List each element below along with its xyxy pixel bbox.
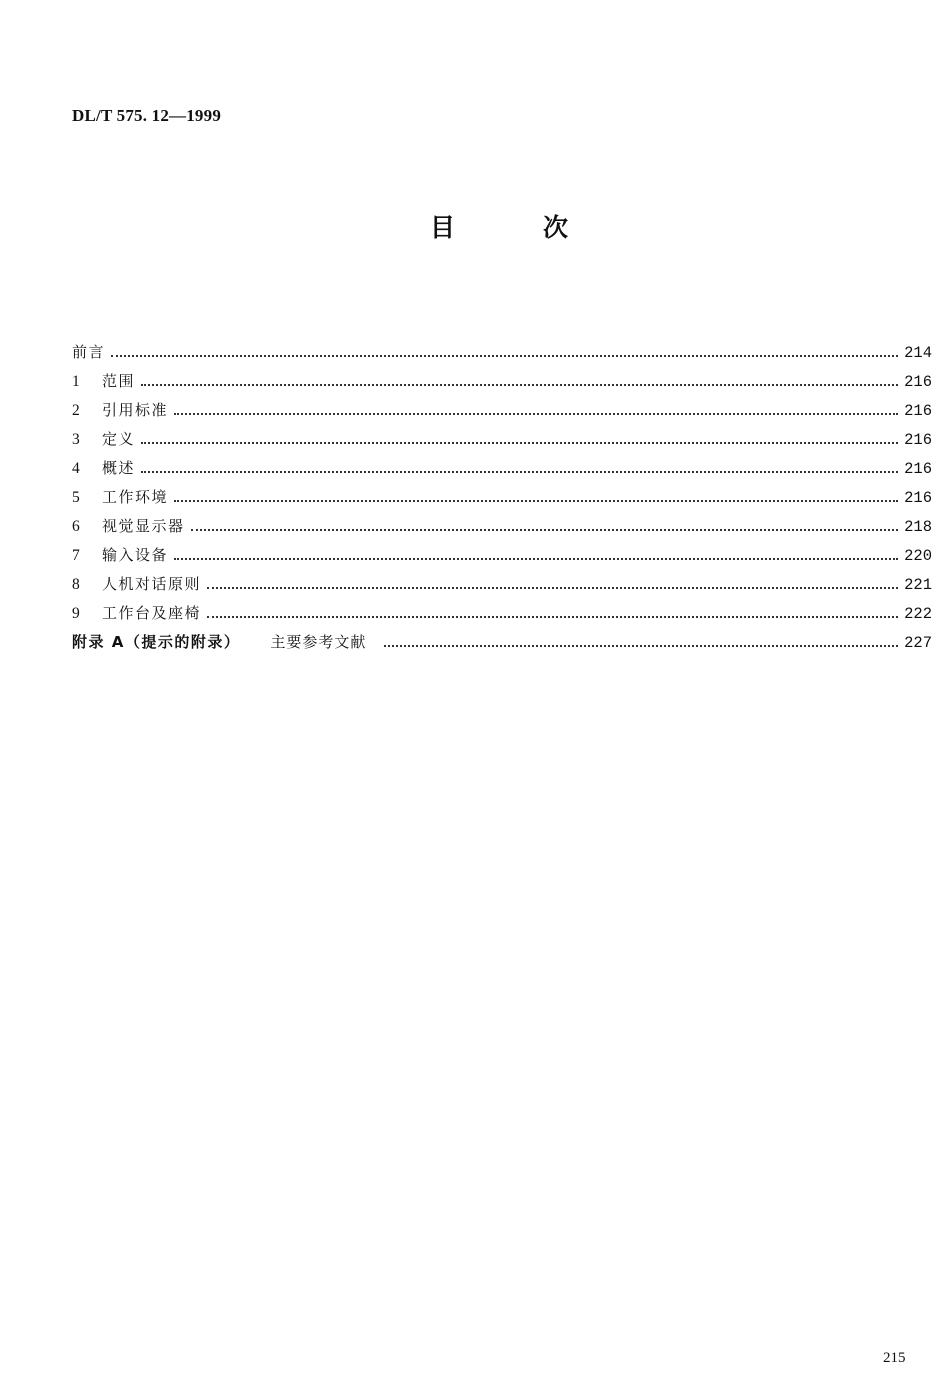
toc-list <box>72 341 932 660</box>
toc-entry-number: 2 <box>72 402 80 419</box>
toc-entry-label: 概述 <box>102 459 136 477</box>
toc-entry-work-environment[interactable] <box>72 486 932 515</box>
toc-title <box>0 208 950 248</box>
toc-entry-number: 5 <box>72 489 80 506</box>
toc-entry-visual-displays[interactable] <box>72 515 932 544</box>
toc-entry-page: 218 <box>904 518 932 536</box>
toc-entry-number: 1 <box>72 373 80 390</box>
toc-title-char-2: 次 <box>543 213 569 242</box>
toc-entry-number: 9 <box>72 605 80 622</box>
toc-entry-label: 范围 <box>102 372 136 390</box>
toc-entry-label: 人机对话原则 <box>102 575 202 593</box>
page-number: 215 <box>883 1350 906 1366</box>
toc-entry-input-devices[interactable] <box>72 544 932 573</box>
toc-entry-label: 前言 <box>72 343 106 361</box>
leader-dots <box>174 412 898 415</box>
leader-dots <box>207 586 898 589</box>
leader-dots <box>191 528 899 531</box>
leader-dots <box>111 354 898 357</box>
toc-entry-page: 216 <box>904 402 932 420</box>
toc-entry-overview[interactable] <box>72 457 932 486</box>
toc-entry-scope[interactable] <box>72 370 932 399</box>
toc-entry-label: 输入设备 <box>102 546 169 564</box>
toc-entry-page: 222 <box>904 605 932 623</box>
toc-entry-page: 214 <box>904 344 932 362</box>
toc-title-char-1: 目 <box>430 213 456 242</box>
toc-entry-label: 工作环境 <box>102 488 169 506</box>
toc-entry-appendix-a[interactable] <box>72 631 932 660</box>
toc-entry-page: 216 <box>904 373 932 391</box>
toc-entry-number: 4 <box>72 460 80 477</box>
leader-dots <box>384 644 898 647</box>
toc-entry-page: 227 <box>904 634 932 652</box>
toc-entry-number: 7 <box>72 547 80 564</box>
toc-entry-number: 8 <box>72 576 80 593</box>
leader-dots <box>174 557 898 560</box>
toc-entry-page: 216 <box>904 489 932 507</box>
leader-dots <box>174 499 898 502</box>
toc-entry-foreword[interactable] <box>72 341 932 370</box>
standard-code: DL/T 575. 12—1999 <box>72 106 222 125</box>
toc-entry-number: 6 <box>72 518 80 535</box>
toc-entry-label: 视觉显示器 <box>102 517 185 535</box>
toc-entry-page: 220 <box>904 547 932 565</box>
toc-entry-definitions[interactable] <box>72 428 932 457</box>
toc-entry-page: 216 <box>904 460 932 478</box>
toc-entry-page: 221 <box>904 576 932 594</box>
leader-dots <box>141 470 898 473</box>
toc-entry-label: 引用标准 <box>102 401 169 419</box>
leader-dots <box>141 441 898 444</box>
toc-entry-label: 工作台及座椅 <box>102 604 202 622</box>
toc-entry-label: 附录 A（提示的附录） <box>72 633 241 651</box>
toc-entry-dialogue-principles[interactable] <box>72 573 932 602</box>
toc-entry-page: 216 <box>904 431 932 449</box>
toc-entry-label: 定义 <box>102 430 136 448</box>
toc-entry-label-extra: 主要参考文献 <box>270 633 367 651</box>
leader-dots <box>141 383 898 386</box>
toc-entry-number: 3 <box>72 431 80 448</box>
toc-entry-normative-references[interactable] <box>72 399 932 428</box>
toc-entry-workstation-and-seating[interactable] <box>72 602 932 631</box>
leader-dots <box>207 615 898 618</box>
